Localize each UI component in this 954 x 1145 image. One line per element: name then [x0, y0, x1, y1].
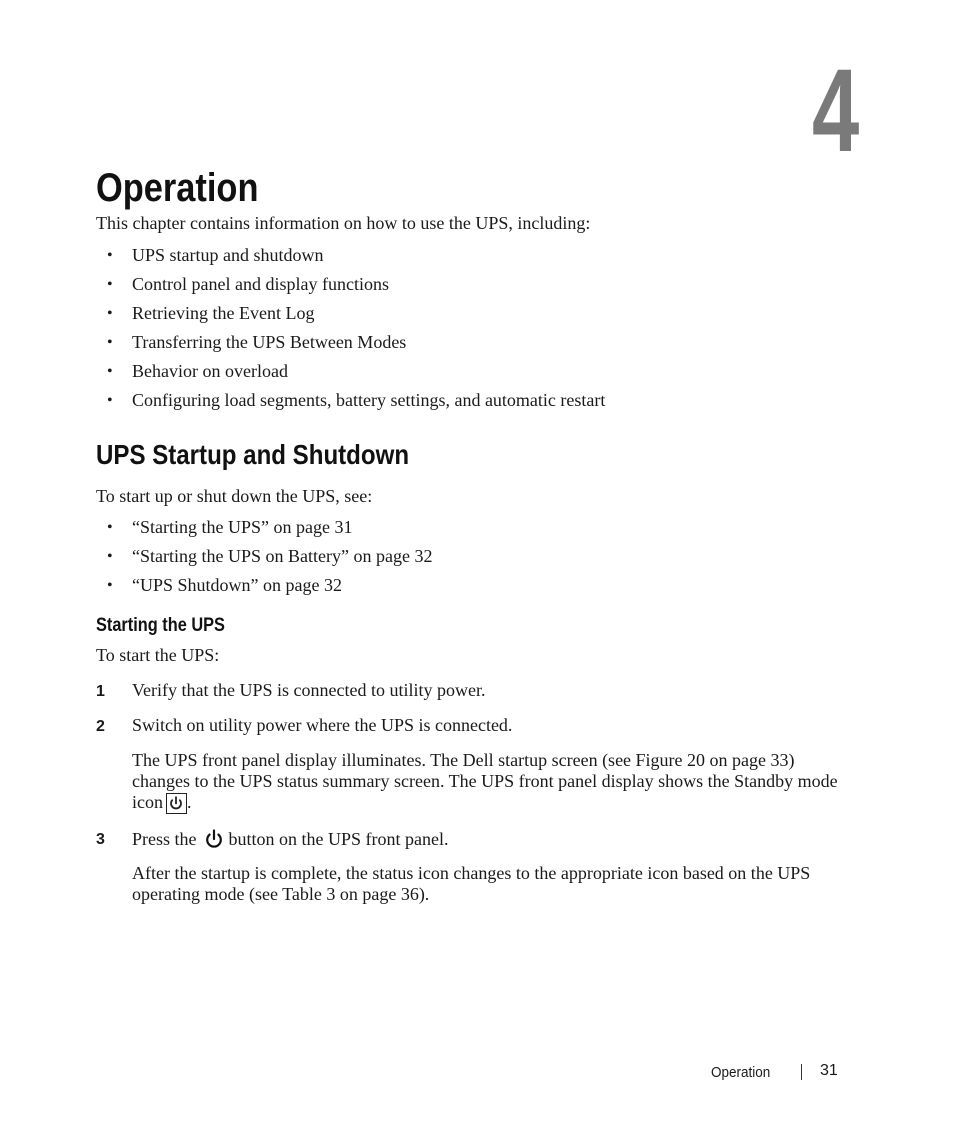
section-intro: To start up or shut down the UPS, see: — [96, 486, 373, 506]
step-number: 2 — [96, 718, 105, 735]
step-text: Verify that the UPS is connected to utility power. — [132, 680, 486, 700]
list-item: • UPS startup and shutdown — [107, 245, 324, 265]
step-text: button on the UPS front panel. — [228, 829, 449, 849]
list-item: • “Starting the UPS on Battery” on page 32 — [107, 546, 433, 566]
list-item: • “UPS Shutdown” on page 32 — [107, 575, 342, 595]
bullet-icon: • — [107, 363, 113, 380]
subsection-intro: To start the UPS: — [96, 645, 220, 665]
bullet-icon: • — [107, 577, 113, 594]
power-button-icon — [203, 828, 225, 850]
step-3-note: After the startup is complete, the status icon changes to the appropriate icon based on the UPS operating mode (see Table 3 on page 36). — [132, 863, 811, 904]
list-item: • Configuring load segments, battery settings, and automatic restart — [107, 390, 606, 410]
bullet-icon: • — [107, 276, 113, 293]
page-number: 31 — [820, 1062, 838, 1079]
list-item: • Behavior on overload — [107, 361, 288, 381]
list-item: • Transferring the UPS Between Modes — [107, 332, 407, 352]
footer-label: Operation — [711, 1064, 771, 1081]
list-item: • Retrieving the Event Log — [107, 303, 315, 323]
bullet-icon: • — [107, 305, 113, 322]
subsection-heading: Starting the UPS — [96, 615, 225, 636]
bullet-icon: • — [107, 519, 113, 536]
list-item: • Control panel and display functions — [107, 274, 389, 294]
note-line: icon . — [132, 792, 192, 812]
note-line: The UPS front panel display illuminates. The Dell startup screen (see Figure 20 on page 33) — [132, 750, 795, 770]
bullet-icon: • — [107, 548, 113, 565]
section-bullet-list — [96, 517, 432, 604]
step-text: Press the — [132, 829, 197, 849]
bullet-icon: • — [107, 334, 113, 351]
intro-text: This chapter contains information on how to use the UPS, including: — [96, 213, 591, 233]
intro-bullet-list — [96, 245, 605, 419]
footer-divider — [801, 1064, 802, 1080]
step-text: Switch on utility power where the UPS is connected. — [132, 715, 513, 735]
bullet-icon: • — [107, 392, 113, 409]
chapter-number: 4 — [812, 45, 860, 177]
list-item: • “Starting the UPS” on page 31 — [107, 517, 353, 537]
step-2-note — [132, 750, 856, 814]
bullet-icon: • — [107, 247, 113, 264]
step-number: 3 — [96, 831, 105, 848]
standby-mode-icon — [166, 793, 187, 814]
section-heading: UPS Startup and Shutdown — [96, 439, 410, 470]
page-title: Operation — [96, 166, 259, 210]
note-line: changes to the UPS status summary screen. The UPS front panel display shows the Standby mode — [132, 771, 838, 791]
step-number: 1 — [96, 683, 105, 700]
